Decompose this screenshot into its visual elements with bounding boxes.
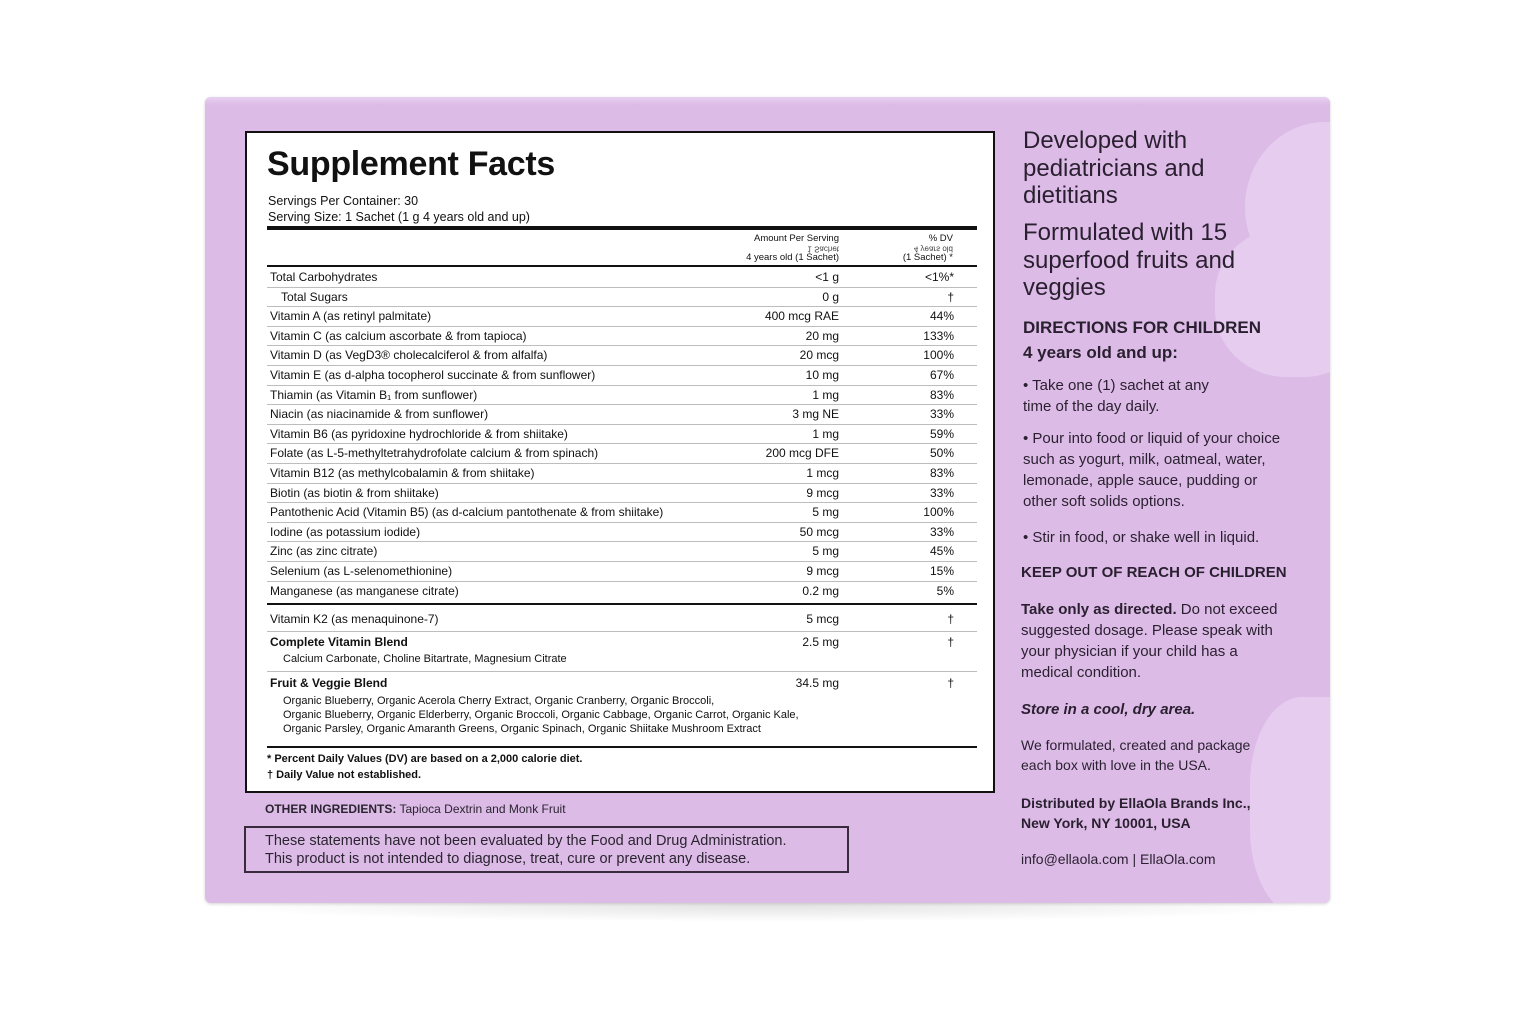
product-box-back <box>205 97 1330 903</box>
formulated-note <box>1021 735 1250 775</box>
nutrient-row <box>267 405 977 425</box>
bullet-line: • Pour into food or liquid of your choice <box>1023 430 1281 447</box>
decorative-blob <box>1250 697 1330 903</box>
nutrient-amount: 0 g <box>822 289 839 304</box>
fda-line: This product is not intended to diagnose, treat, cure or prevent any disease. <box>265 851 751 867</box>
footnote-dv: * Percent Daily Values (DV) are based on a 2,000 calorie diet. <box>267 753 583 765</box>
direction-bullet-1 <box>1023 375 1209 417</box>
headline-line: veggies <box>1023 274 1106 301</box>
divider-medium <box>267 603 977 605</box>
nutrient-row <box>267 444 977 464</box>
nutrient-dv: 45% <box>929 544 954 559</box>
bullet-line: such as yogurt, milk, oatmeal, water, <box>1023 451 1266 468</box>
nutrient-name: Vitamin B6 (as pyridoxine hydrochloride & from shiitake) <box>270 426 568 441</box>
take-only-bold: Take only as directed. <box>1021 601 1177 618</box>
nutrient-amount: 1 mg <box>812 387 839 402</box>
nutrient-row <box>267 464 977 484</box>
dv-header-line: (1 Sachet) * <box>902 252 953 263</box>
nutrient-dv: 33% <box>929 485 954 500</box>
nutrient-amount: 200 mcg DFE <box>765 446 839 461</box>
nutrient-amount: 5 mg <box>812 505 839 520</box>
nutrient-name: Vitamin E (as d-alpha tocopherol succinate & from sunflower) <box>270 368 596 382</box>
storage-note: Store in a cool, dry area. <box>1021 701 1196 718</box>
nutrient-row <box>267 562 977 582</box>
keep-out-warning: KEEP OUT OF REACH OF CHILDREN <box>1021 564 1287 581</box>
nutrient-row <box>267 503 977 523</box>
bullet-line: • Take one (1) sachet at any <box>1023 377 1209 394</box>
nutrient-dv: 15% <box>929 564 954 578</box>
blend-name: Fruit & Veggie Blend <box>270 676 388 690</box>
nutrient-amount: 5 mg <box>812 544 839 559</box>
directions-title-line: 4 years old and up: <box>1023 343 1178 362</box>
nutrient-amount: 3 mg NE <box>792 407 839 422</box>
headline-developed <box>1023 127 1204 210</box>
nutrient-amount: 1 mg <box>812 426 839 441</box>
serving-size: Serving Size: 1 Sachet (1 g 4 years old and up) <box>268 210 530 224</box>
nutrient-row <box>267 386 977 406</box>
nutrient-dv: 67% <box>929 368 954 382</box>
nutrient-name: Selenium (as L-selenomethionine) <box>270 564 453 578</box>
nutrient-row <box>267 366 977 386</box>
vitamin-blend-row <box>267 632 977 672</box>
bullet-line: time of the day daily. <box>1023 398 1160 415</box>
nutrient-amount: 5 mcg <box>806 612 839 626</box>
other-ingredients-value: Tapioca Dextrin and Monk Fruit <box>399 802 566 816</box>
divider-medium <box>267 746 977 748</box>
distributor-line: New York, NY 10001, USA <box>1021 815 1191 831</box>
nutrient-dv: 83% <box>929 387 954 402</box>
direction-bullet-3: • Stir in food, or shake well in liquid. <box>1023 529 1260 546</box>
nutrient-name: Thiamin (as Vitamin B₁ from sunflower) <box>270 387 478 402</box>
other-ingredients-label: OTHER INGREDIENTS: <box>265 802 397 816</box>
amount-header-line: 4 years old (1 Sachet) <box>746 252 839 263</box>
nutrient-row <box>267 268 977 288</box>
nutrient-dv: † <box>947 289 954 304</box>
nutrient-amount: 1 mcg <box>806 466 839 480</box>
nutrient-dv: 5% <box>936 583 954 598</box>
nutrient-row <box>267 484 977 504</box>
nutrient-dv: 33% <box>929 407 954 422</box>
nutrient-name: Vitamin A (as retinyl palmitate) <box>270 309 432 324</box>
nutrient-dv: † <box>947 612 954 626</box>
nutrient-dv: 100% <box>923 505 954 520</box>
dv-header-mirror: 4 years old <box>913 244 953 253</box>
nutrient-amount: 20 mg <box>805 328 839 343</box>
fda-disclaimer <box>244 826 849 873</box>
nutrient-name: Manganese (as manganese citrate) <box>270 583 459 598</box>
nutrient-row <box>267 523 977 543</box>
amount-header-mirror: 1 Sachet <box>807 244 839 253</box>
nutrient-amount: 9 mcg <box>806 564 839 578</box>
amount-header <box>717 234 839 263</box>
nutrient-dv: 83% <box>929 466 954 480</box>
directions-title <box>1023 315 1261 365</box>
nutrient-amount: <1 g <box>815 270 839 284</box>
headline-line: Formulated with 15 <box>1023 219 1228 246</box>
nutrient-name: Vitamin D (as VegD3® cholecalciferol & from alfalfa) <box>270 348 548 363</box>
nutrient-name: Vitamin K2 (as menaquinone-7) <box>270 612 439 626</box>
nutrient-name: Vitamin C (as calcium ascorbate & from tapioca) <box>270 328 527 343</box>
contact-info: info@ellaola.com | EllaOla.com <box>1021 851 1216 867</box>
blend-ingredients-line: Organic Parsley, Organic Amaranth Greens, Organic Spinach, Organic Shiitake Mushroom Extract <box>283 723 761 735</box>
nutrient-row <box>267 288 977 308</box>
dosage-text: Do not exceed <box>1176 601 1278 618</box>
nutrient-row <box>267 582 977 601</box>
nutrient-name: Vitamin B12 (as methylcobalamin & from shiitake) <box>270 466 535 480</box>
servings-per-container: Servings Per Container: 30 <box>268 194 419 208</box>
nutrient-name: Biotin (as biotin & from shiitake) <box>270 485 439 500</box>
facts-title: Supplement Facts <box>267 145 556 183</box>
nutrient-amount: 10 mg <box>805 368 839 382</box>
formulated-line: each box with love in the USA. <box>1021 757 1211 773</box>
nutrient-row <box>267 327 977 347</box>
nutrient-dv: 100% <box>923 348 954 363</box>
blend-dv: † <box>947 676 954 690</box>
distributor <box>1021 793 1251 833</box>
headline-line: pediatricians and <box>1023 154 1205 182</box>
nutrient-name: Zinc (as zinc citrate) <box>270 544 378 559</box>
fda-line: These statements have not been evaluated by the Food and Drug Administration. <box>265 833 787 849</box>
nutrient-amount: 400 mcg RAE <box>764 309 839 324</box>
bullet-line: other soft solids options. <box>1023 493 1185 510</box>
divider-thick <box>267 226 977 230</box>
dosage-warning <box>1021 599 1278 683</box>
nutrient-row <box>267 542 977 562</box>
blend-amount: 2.5 mg <box>802 635 839 649</box>
nutrient-name: Total Sugars <box>281 289 348 304</box>
headline-formulated <box>1023 219 1235 302</box>
direction-bullet-2 <box>1023 428 1280 512</box>
nutrient-dv: 44% <box>929 309 954 324</box>
headline-line: superfood fruits and <box>1023 246 1236 274</box>
nutrient-name: Niacin (as niacinamide & from sunflower) <box>270 407 489 422</box>
nutrient-name: Pantothenic Acid (Vitamin B5) (as d-calcium pantothenate & from shiitake) <box>270 505 664 520</box>
blend-amount: 34.5 mg <box>795 676 839 690</box>
nutrient-amount: 0.2 mg <box>802 583 839 598</box>
headline-line: dietitians <box>1023 182 1118 209</box>
dosage-line: your physician if your child has a <box>1021 643 1238 660</box>
nutrient-dv: 33% <box>929 524 954 539</box>
divider-medium <box>267 265 977 267</box>
nutrient-row <box>267 425 977 445</box>
nutrient-name: Folate (as L-5-methyltetrahydrofolate calcium & from spinach) <box>270 446 599 461</box>
nutrient-dv: <1%* <box>924 270 954 284</box>
dosage-line: medical condition. <box>1021 664 1142 681</box>
nutrient-dv: 133% <box>923 328 954 343</box>
fruit-blend-row <box>267 672 977 742</box>
formulated-line: We formulated, created and package <box>1021 737 1251 753</box>
nutrient-row-k2 <box>267 610 977 632</box>
nutrient-amount: 50 mcg <box>799 524 839 539</box>
headline-line: Developed with <box>1023 127 1188 154</box>
other-ingredients <box>265 802 566 816</box>
blend-name: Complete Vitamin Blend <box>270 635 408 649</box>
footnote-not-established: † Daily Value not established. <box>267 769 422 781</box>
nutrient-name: Total Carbohydrates <box>270 270 378 284</box>
blend-ingredients: Calcium Carbonate, Choline Bitartrate, Magnesium Citrate <box>283 653 567 665</box>
bullet-line: lemonade, apple sauce, pudding or <box>1023 472 1258 489</box>
dv-header <box>877 234 953 263</box>
dv-header-line: % DV <box>928 233 953 244</box>
amount-header-line: Amount Per Serving <box>753 233 839 244</box>
blend-ingredients-line: Organic Blueberry, Organic Acerola Cherry Extract, Organic Cranberry, Organic Broccoli, <box>283 695 715 707</box>
blend-ingredients-line: Organic Blueberry, Organic Elderberry, Organic Broccoli, Organic Cabbage, Organic Carrot, Organic Kale, <box>283 709 799 721</box>
nutrient-amount: 20 mcg <box>799 348 839 363</box>
supplement-facts-panel <box>245 131 995 793</box>
dosage-line: suggested dosage. Please speak with <box>1021 622 1273 639</box>
nutrient-name: Iodine (as potassium iodide) <box>270 524 421 539</box>
nutrient-amount: 9 mcg <box>806 485 839 500</box>
nutrient-row <box>267 307 977 327</box>
nutrient-dv: 59% <box>929 426 954 441</box>
blend-dv: † <box>947 635 954 649</box>
directions-title-line: DIRECTIONS FOR CHILDREN <box>1023 318 1261 337</box>
nutrient-row <box>267 346 977 366</box>
nutrient-dv: 50% <box>929 446 954 461</box>
distributor-line: Distributed by EllaOla Brands Inc., <box>1021 795 1251 811</box>
